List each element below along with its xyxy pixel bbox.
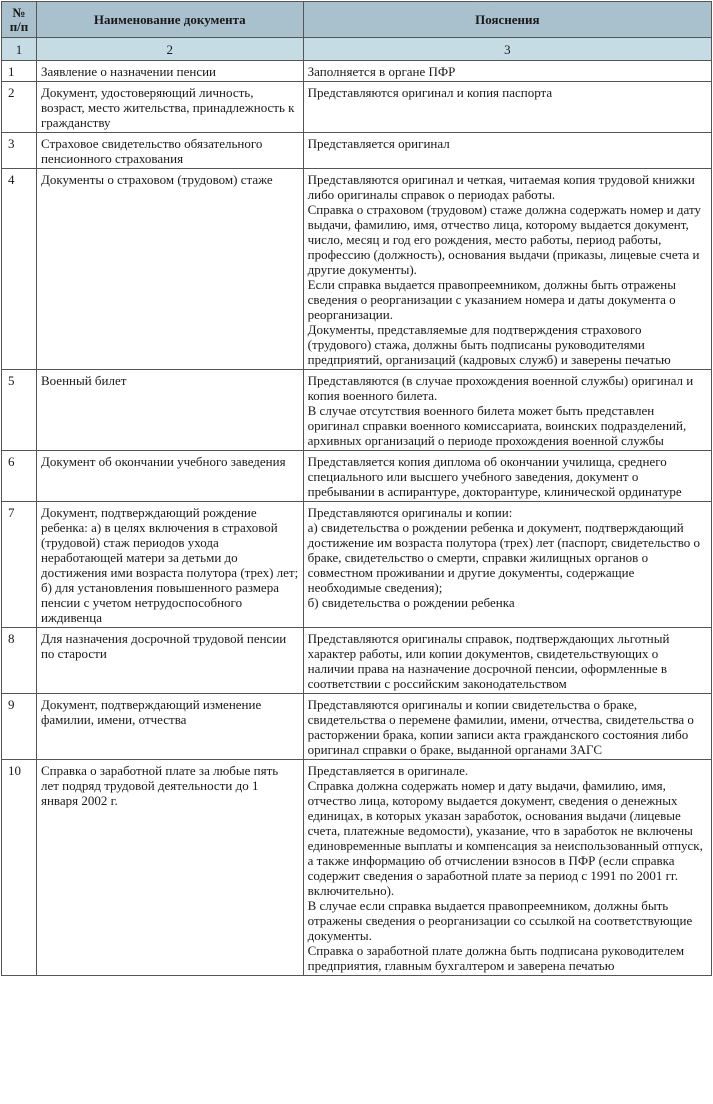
note-paragraph: Представляется в оригинале. [307, 763, 469, 778]
note-paragraph: Заполняется в органе ПФР [307, 64, 456, 79]
row-number: 10 [2, 760, 37, 976]
table-row [2, 133, 712, 169]
document-name: Страховое свидетельство обязательного пенсионного страхования [36, 133, 303, 169]
document-name: Заявление о назначении пенсии [36, 61, 303, 82]
note-paragraph: В случае если справка выдается правопреемником, должны быть отражены сведения о реорганизации со ссылкой на соответствующие документы. [307, 898, 693, 943]
row-number: 7 [2, 502, 37, 628]
table-row [2, 760, 712, 976]
document-note [303, 169, 711, 370]
document-note [303, 694, 711, 760]
document-name: Документ об окончании учебного заведения [36, 451, 303, 502]
row-number: 2 [2, 82, 37, 133]
documents-table [1, 1, 712, 976]
note-paragraph: Справка о заработной плате должна быть подписана руководителем предприятия, главным бухгалтером и заверена печатью [307, 943, 685, 973]
row-number: 3 [2, 133, 37, 169]
note-paragraph: Представляются оригинал и копия паспорта [307, 85, 553, 100]
note-paragraph: Представляется копия диплома об окончании училища, среднего специального или высшего учебного заведения, документ о пребывании в аспирантуре, докторантуре, клинической ординатуре [307, 454, 682, 499]
note-paragraph: Представляются оригинал и четкая, читаемая копия трудовой книжки либо оригиналы справок о периодах работы. [307, 172, 695, 202]
document-note [303, 451, 711, 502]
column-number-row [2, 38, 712, 61]
row-number: 6 [2, 451, 37, 502]
document-note [303, 760, 711, 976]
document-note [303, 61, 711, 82]
document-name: Документ, подтверждающий изменение фамилии, имени, отчества [36, 694, 303, 760]
document-note [303, 370, 711, 451]
row-number: 8 [2, 628, 37, 694]
note-paragraph: Представляются оригиналы и копии: [307, 505, 513, 520]
note-paragraph: Если справка выдается правопреемником, должны быть отражены сведения о реорганизации с указанием номера и даты документа о реорганизации. [307, 277, 676, 322]
note-paragraph: Документы, представляемые для подтверждения страхового (трудового) стажа, должны быть подписаны руководителями предприятий, организаций (кадровых служб) и заверены печатью [307, 322, 671, 367]
row-number: 5 [2, 370, 37, 451]
document-note [303, 628, 711, 694]
table-row [2, 169, 712, 370]
column-number: 1 [2, 38, 37, 61]
document-name: Документ, удостоверяющий личность, возраст, место жительства, принадлежность к гражданству [36, 82, 303, 133]
table-row [2, 628, 712, 694]
note-paragraph: Представляются оригиналы и копии свидетельства о браке, свидетельства о перемене фамилии, имени, отчества, свидетельства о расторжении брака, копии записи акта гражданского состояния либо оригинал справки о браке, выданной органами ЗАГС [307, 697, 694, 757]
row-number: 1 [2, 61, 37, 82]
note-paragraph: В случае отсутствия военного билета может быть представлен оригинал справки военного комиссариата, воинских подразделений, архивных организаций о периоде прохождения военной службы [307, 403, 687, 448]
row-number: 4 [2, 169, 37, 370]
note-paragraph: Представляется оригинал [307, 136, 450, 151]
table-row [2, 694, 712, 760]
document-note [303, 133, 711, 169]
note-paragraph: Представляются (в случае прохождения военной службы) оригинал и копия военного билета. [307, 373, 694, 403]
document-name: Документы о страховом (трудовом) стаже [36, 169, 303, 370]
column-number: 2 [36, 38, 303, 61]
table-row [2, 451, 712, 502]
note-paragraph: б) свидетельства о рождении ребенка [307, 595, 515, 610]
table-row [2, 502, 712, 628]
table-row [2, 61, 712, 82]
document-note [303, 82, 711, 133]
document-name: Справка о заработной плате за любые пять лет подряд трудовой деятельности до 1 января 2002 г. [36, 760, 303, 976]
row-number: 9 [2, 694, 37, 760]
document-name: Военный билет [36, 370, 303, 451]
table-row [2, 370, 712, 451]
table-row [2, 82, 712, 133]
header-row [2, 2, 712, 38]
header-num: № п/п [2, 2, 37, 38]
note-paragraph: Представляются оригиналы справок, подтверждающих льготный характер работы, или копии документов, свидетельствующих о наличии права на назначение досрочной пенсии, оформленные в соответствии с российским законодательством [307, 631, 670, 691]
note-paragraph: Справка должна содержать номер и дату выдачи, фамилию, имя, отчество лица, которому выдается документ, сведения о денежных единицах, в которых указан заработок, основания выдачи (лицевые счета, платежные ведомости), указание, что в заработок не включены единовременные выплаты и компенсация за неиспользованный отпуск, а также информацию об отчислении взносов в ПФР (если справка содержит сведения о заработной плате за период с 1991 по 2001 гг. включительно). [307, 778, 703, 898]
document-name: Для назначения досрочной трудовой пенсии по старости [36, 628, 303, 694]
note-paragraph: Справка о страховом (трудовом) стаже должна содержать номер и дату выдачи, фамилию, имя, отчество лица, которому выдается документ, число, месяц и год его рождения, место работы, период работы, профессию (должность), основания выдачи (приказы, лицевые счета и другие документы). [307, 202, 701, 277]
note-paragraph: а) свидетельства о рождении ребенка и документ, подтверждающий достижение им возраста полутора (трех) лет (паспорт, свидетельство о браке, свидетельство о смерти, справки жилищных органов о совместном проживании и другие документы, содержащие необходимые сведения); [307, 520, 701, 595]
document-note [303, 502, 711, 628]
document-name: Документ, подтверждающий рождение ребенка: а) в целях включения в страховой (трудовой) стаж периодов ухода неработающей матери за детьми до достижения ими возраста полутора (трех) лет; б) для установления повышенного размера пенсии с учетом нетрудоспособного иждивенца [36, 502, 303, 628]
column-number: 3 [303, 38, 711, 61]
header-name: Наименование документа [36, 2, 303, 38]
header-note: Пояснения [303, 2, 711, 38]
